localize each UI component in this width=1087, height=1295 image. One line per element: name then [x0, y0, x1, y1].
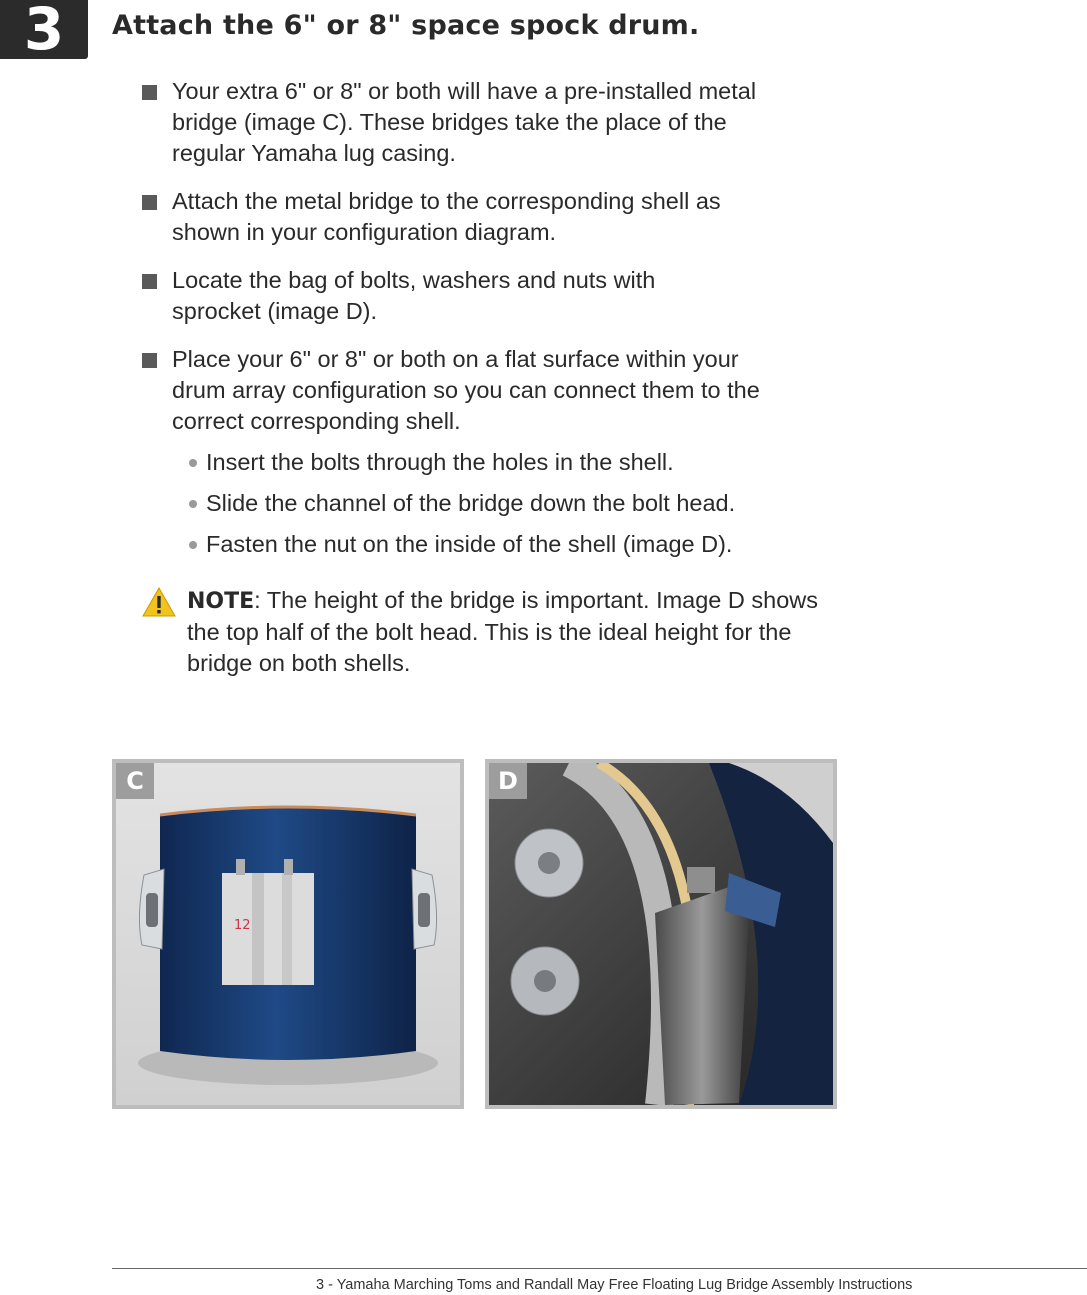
photo-d	[485, 759, 837, 1109]
list-item-text: Your extra 6" or 8" or both will have a pre-installed metal bridge (image C). These bridges take the place of the regular Yamaha lug casing.	[172, 78, 757, 166]
dot-bullet-icon	[189, 459, 197, 467]
sub-list-item	[187, 447, 802, 478]
sub-list-item-text: Insert the bolts through the holes in the shell.	[206, 449, 674, 475]
note-label: NOTE	[187, 589, 255, 614]
footer-divider	[112, 1268, 1087, 1269]
sub-list	[142, 447, 802, 560]
step-number-badge: 3	[0, 0, 88, 59]
page-footer: 3 - Yamaha Marching Toms and Randall May Free Floating Lug Bridge Assembly Instructions	[316, 1277, 913, 1293]
list-item	[142, 186, 772, 248]
sub-list-item	[187, 488, 802, 519]
dot-bullet-icon	[189, 541, 197, 549]
dot-bullet-icon	[189, 500, 197, 508]
bolt-closeup-image	[489, 763, 833, 1105]
square-bullet-icon	[142, 85, 157, 100]
photo-label-d: D	[489, 763, 527, 799]
list-item	[142, 76, 772, 169]
list-item-text: Attach the metal bridge to the corresponding shell as shown in your configuration diagram.	[172, 188, 721, 245]
photo-c	[112, 759, 464, 1109]
photo-label-c: C	[116, 763, 154, 799]
step-title: Attach the 6" or 8" space spock drum.	[112, 10, 700, 41]
list-item-text: Locate the bag of bolts, washers and nuts with sprocket (image D).	[172, 267, 656, 324]
warning-icon	[142, 587, 176, 617]
square-bullet-icon	[142, 195, 157, 210]
note-callout	[142, 585, 847, 679]
instruction-list	[142, 76, 802, 570]
sub-list-item	[187, 529, 802, 560]
drum-shell-image	[116, 763, 460, 1105]
square-bullet-icon	[142, 274, 157, 289]
list-item-text: Place your 6" or 8" or both on a flat surface within your drum array configuration so you can connect them to the correct corresponding shell.	[172, 346, 760, 434]
sub-list-item-text: Fasten the nut on the inside of the shell (image D).	[206, 531, 733, 557]
square-bullet-icon	[142, 353, 157, 368]
note-text: : The height of the bridge is important. Image D shows the top half of the bolt head. This is the ideal height for the bridge on both shells.	[187, 587, 819, 676]
list-item	[142, 265, 732, 327]
bridge-tag-text: 12	[234, 918, 251, 933]
list-item	[142, 344, 772, 437]
sub-list-item-text: Slide the channel of the bridge down the bolt head.	[206, 490, 736, 516]
